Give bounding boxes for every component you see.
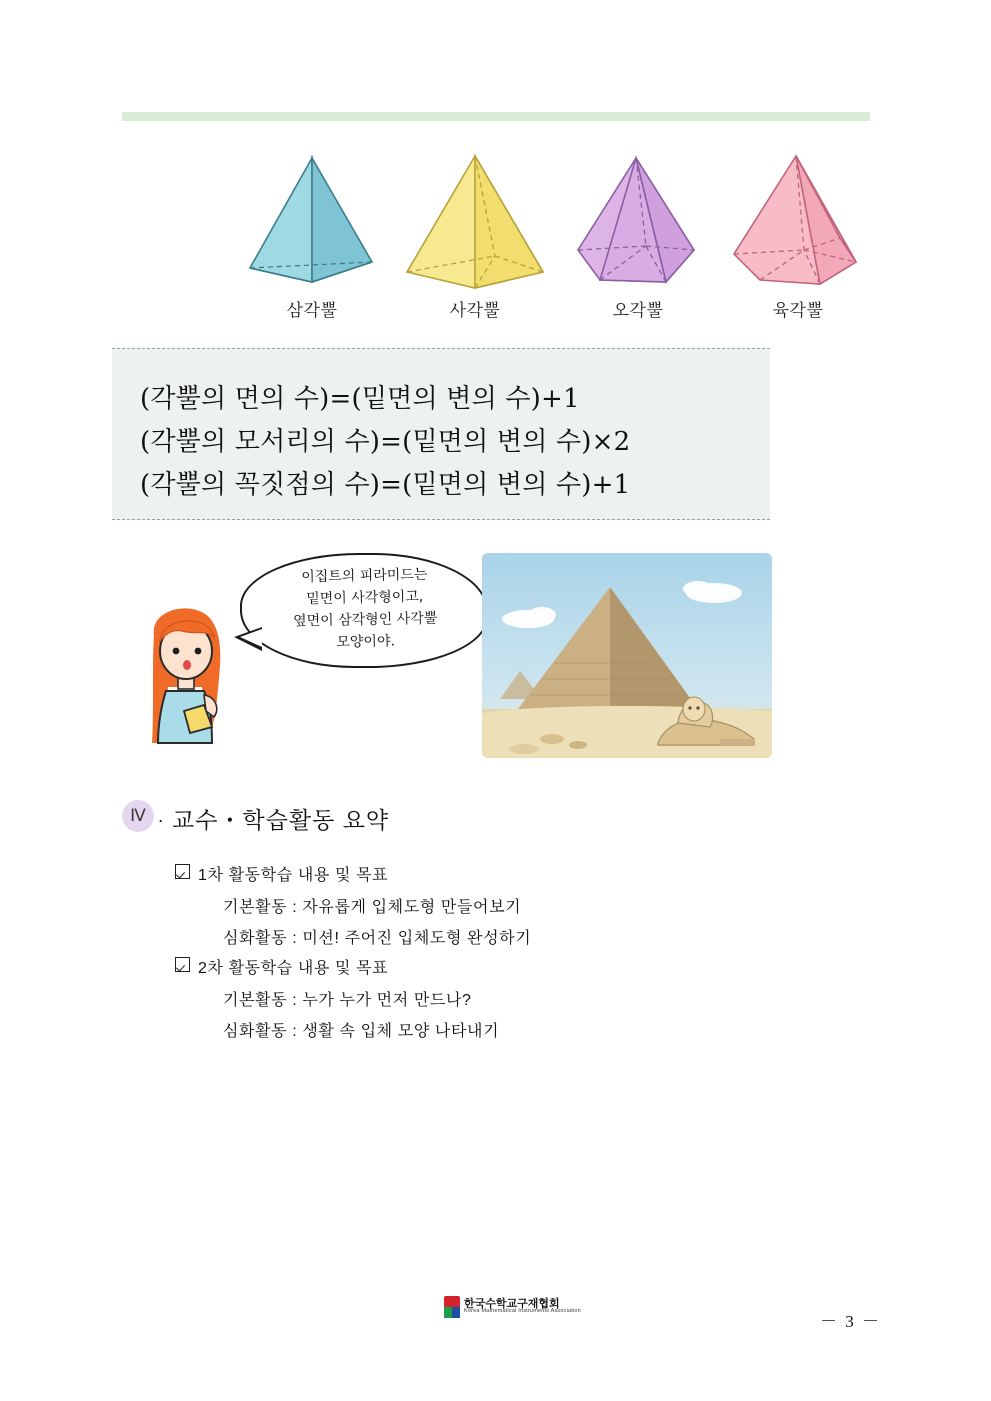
figure-hexagonal-pyramid <box>708 150 888 325</box>
girl-character-illustration <box>132 593 252 758</box>
activity-block-1-heading-text: 1차 활동학습 내용 및 목표 <box>198 867 389 884</box>
section-dot: . <box>158 806 164 827</box>
activity-block-2-row-2: 심화활동 : 생활 속 입체 모양 나타내기 <box>223 1023 500 1040</box>
page-number: － 3 － <box>820 1312 881 1331</box>
figure-triangular-pyramid <box>222 150 402 325</box>
speech-bubble-text <box>253 563 477 656</box>
activity-block-2-heading-text: 2차 활동학습 내용 및 목표 <box>198 960 389 977</box>
checkbox-icon <box>175 864 190 879</box>
footer-logo-english: Korea Mathematical Instruments Association <box>464 1308 581 1314</box>
figure-label: 삼각뿔 <box>286 301 338 320</box>
section-number-badge: Ⅳ <box>122 800 154 832</box>
figure-pentagonal-pyramid <box>548 150 728 325</box>
formula-line-vertices: (각뿔의 꼭짓점의 수)=(밑면의 변의 수)+1 <box>140 470 631 500</box>
activity-block-2 <box>175 955 499 1041</box>
top-green-rule <box>122 112 870 121</box>
activity-block-1-row-1: 기본활동 : 자유롭게 입체도형 만들어보기 <box>223 899 522 916</box>
figure-square-pyramid <box>385 150 565 325</box>
footer-logo <box>444 1295 581 1321</box>
speech-line-4: 모양이야. <box>336 633 396 651</box>
figure-label: 오각뿔 <box>612 301 664 320</box>
speech-line-2: 밑면이 사각형이고, <box>306 588 424 608</box>
figure-label: 육각뿔 <box>772 301 824 320</box>
checkbox-icon <box>175 957 190 972</box>
formula-box <box>112 348 770 520</box>
pyramid-photo <box>482 553 772 758</box>
activity-block-2-heading <box>175 955 499 979</box>
activity-block-2-row-1: 기본활동 : 누가 누가 먼저 만드나? <box>223 992 472 1009</box>
activity-block-1 <box>175 862 531 948</box>
speech-line-1: 이집트의 피라미드는 <box>301 566 428 586</box>
illustration-area <box>112 545 772 765</box>
figure-label: 사각뿔 <box>449 301 501 320</box>
footer-logo-korean: 한국수학교구재협회 <box>464 1298 560 1310</box>
formula-line-edges: (각뿔의 모서리의 수)=(밑면의 변의 수)×2 <box>140 427 631 457</box>
section-title: 교수・학습활동 요약 <box>172 807 390 833</box>
pyramid-figures-row <box>130 150 870 330</box>
activity-block-1-heading <box>175 862 531 886</box>
speech-line-3: 옆면이 삼각형인 사각뿔 <box>293 610 438 630</box>
association-logo-icon <box>444 1296 460 1318</box>
formula-line-faces: (각뿔의 면의 수)=(밑면의 변의 수)+1 <box>140 384 580 414</box>
activity-block-1-row-2: 심화활동 : 미션! 주어진 입체도형 완성하기 <box>223 930 532 947</box>
